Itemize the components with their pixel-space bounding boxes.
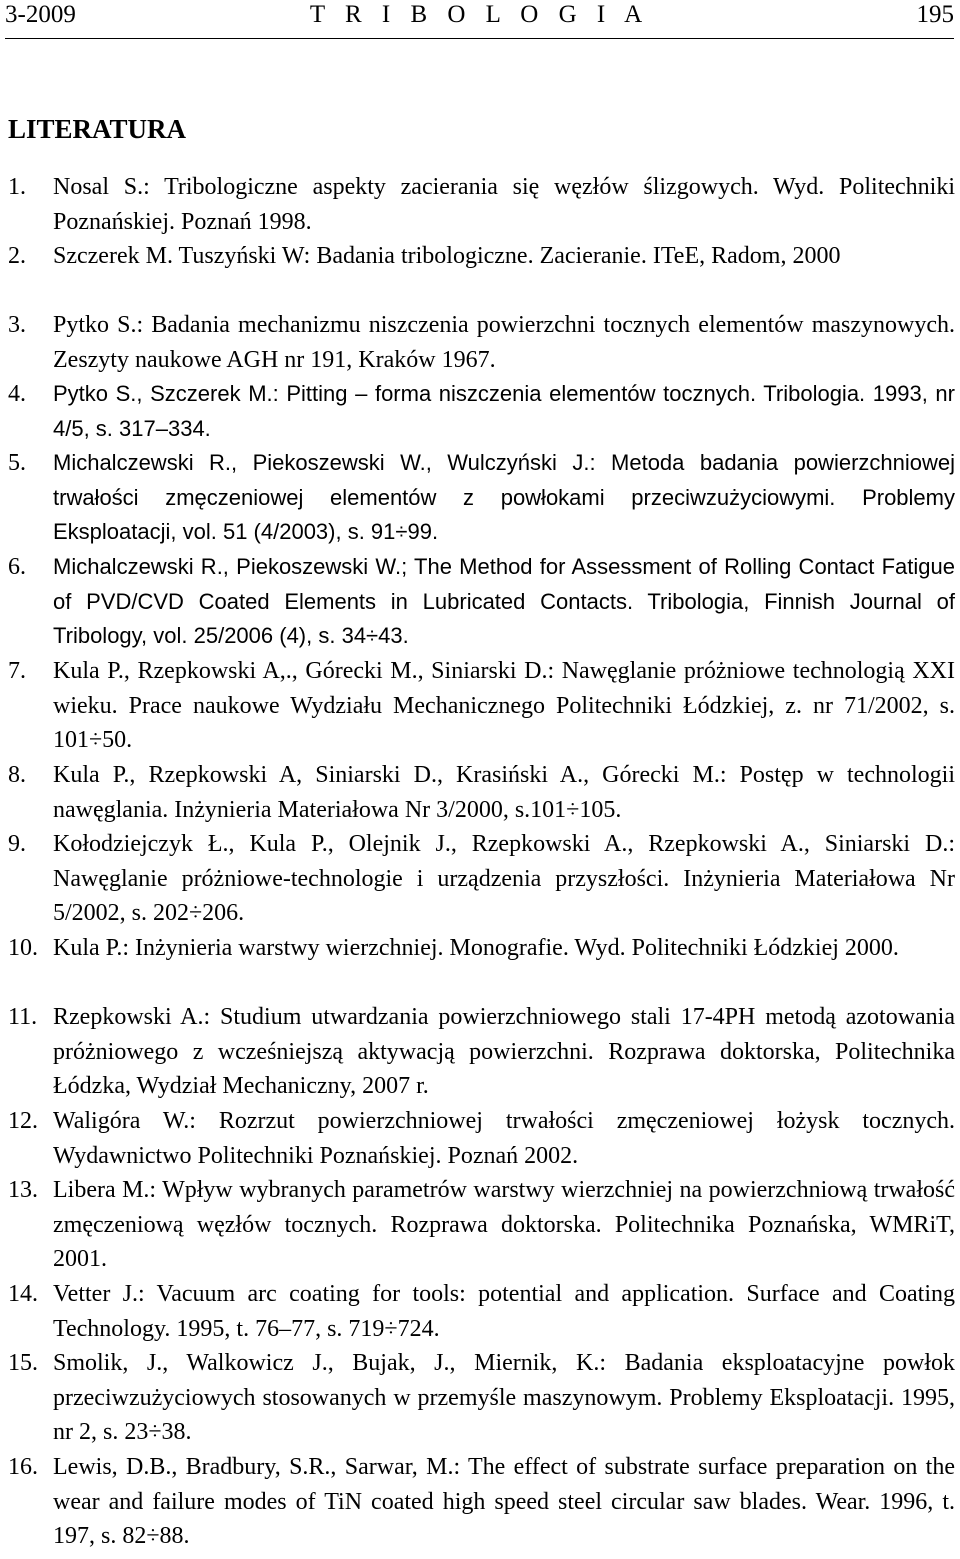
- reference-item: [8, 446, 955, 550]
- reference-item: [8, 377, 955, 446]
- reference-text: Smolik, J., Walkowicz J., Bujak, J., Miernik, K.: Badania eksploatacyjne powłok przeciwzużyciowych stosowanych w przemyśle maszynowym. Problemy Eksploatacji. 1995, nr 2, s. 23÷38.: [53, 1350, 955, 1445]
- running-header: [5, 0, 954, 39]
- reference-text: Szczerek M. Tuszyński W: Badania tribologiczne. Zacieranie. ITeE, Radom, 2000: [53, 243, 841, 269]
- reference-number: 15.: [8, 1350, 38, 1376]
- reference-text: Kula P., Rzepkowski A, Siniarski D., Krasiński A., Górecki M.: Postęp w technologii nawęglania. Inżynieria Materiałowa Nr 3/2000, s.101÷105.: [53, 762, 955, 823]
- reference-item: [8, 654, 955, 758]
- journal-name: T R I B O L O G I A: [309, 1, 650, 28]
- reference-item: [8, 1173, 955, 1277]
- reference-text: Rzepkowski A.: Studium utwardzania powierzchniowego stali 17-4PH metodą azotowania próżniowego z wcześniejszą aktywacją powierzchni. Rozprawa doktorska, Politechnika Łódzka, Wydział Mechaniczny, 2007 r.: [53, 1004, 955, 1099]
- reference-number: 13.: [8, 1177, 38, 1203]
- reference-item: [8, 170, 955, 239]
- section-title: LITERATURA: [8, 114, 187, 144]
- reference-item: [8, 827, 955, 931]
- reference-number: 1.: [8, 174, 26, 200]
- reference-text: Libera M.: Wpływ wybranych parametrów warstwy wierzchniej na powierzchniową trwałość zmęczeniową węzłów tocznych. Rozprawa doktorska. Politechnika Poznańska, WMRiT, 2001.: [53, 1177, 955, 1272]
- reference-number: 5.: [8, 450, 26, 476]
- reference-number: 12.: [8, 1108, 38, 1134]
- reference-item: [8, 931, 955, 966]
- reference-number: 2.: [8, 243, 26, 269]
- issue-number: 3-2009: [5, 1, 76, 28]
- reference-number: 14.: [8, 1281, 38, 1307]
- reference-text: Pytko S.: Badania mechanizmu niszczenia powierzchni tocznych elementów maszynowych. Zeszyty naukowe AGH nr 191, Kraków 1967.: [53, 312, 955, 373]
- reference-item: [8, 1277, 955, 1346]
- page-number: 195: [916, 1, 954, 28]
- reference-text: Waligóra W.: Rozrzut powierzchniowej trwałości zmęczeniowej łożysk tocznych. Wydawnictwo Politechniki Poznańskiej. Poznań 2002.: [53, 1108, 955, 1169]
- reference-item: [8, 1000, 955, 1104]
- reference-number: 10.: [8, 935, 38, 961]
- reference-text: Nosal S.: Tribologiczne aspekty zacierania się węzłów ślizgowych. Wyd. Politechniki Poznańskiej. Poznań 1998.: [53, 174, 955, 235]
- reference-item: [8, 239, 955, 274]
- reference-number: 11.: [8, 1004, 38, 1030]
- reference-text: Lewis, D.B., Bradbury, S.R., Sarwar, M.: The effect of substrate surface preparation on the wear and failure modes of TiN coated high speed steel circular saw blades. Wear. 1996, t. 197, s. 82÷88.: [53, 1454, 955, 1549]
- reference-number: 8.: [8, 762, 26, 788]
- reference-text: Michalczewski R., Piekoszewski W., Wulczyński J.: Metoda badania powierzchniowej trwałości zmęczeniowej elementów z powłokami przeciwzużyciowymi. Problemy Eksploatacji, vol. 51 (4/2003), s. 91÷99.: [53, 450, 955, 544]
- reference-item: [8, 1450, 955, 1554]
- reference-number: 9.: [8, 831, 26, 857]
- reference-text: Kula P., Rzepkowski A,., Górecki M., Siniarski D.: Nawęglanie próżniowe technologią XXI wieku. Prace naukowe Wydziału Mechanicznego Politechniki Łódzkiej, z. nr 71/2002, s. 101÷50.: [53, 658, 955, 753]
- reference-item: [8, 550, 955, 654]
- reference-text: Kula P.: Inżynieria warstwy wierzchniej. Monografie. Wyd. Politechniki Łódzkiej 2000.: [53, 935, 899, 961]
- reference-text: Kołodziejczyk Ł., Kula P., Olejnik J., Rzepkowski A., Rzepkowski A., Siniarski D.: Nawęglanie próżniowe-technologie i urządzenia przyszłości. Inżynieria Materiałowa Nr 5/2002, s. 202÷206.: [53, 831, 955, 926]
- reference-item: [8, 308, 955, 377]
- reference-text: Vetter J.: Vacuum arc coating for tools: potential and application. Surface and Coating Technology. 1995, t. 76–77, s. 719÷724.: [53, 1281, 955, 1342]
- reference-text: Pytko S., Szczerek M.: Pitting – forma niszczenia elementów tocznych. Tribologia. 1993, nr 4/5, s. 317–334.: [53, 381, 955, 441]
- reference-number: 3.: [8, 312, 26, 338]
- reference-item: [8, 758, 955, 827]
- reference-number: 6.: [8, 554, 26, 580]
- reference-text: Michalczewski R., Piekoszewski W.; The Method for Assessment of Rolling Contact Fatigue of PVD/CVD Coated Elements in Lubricated Contacts. Tribologia, Finnish Journal of Tribology, vol. 25/2006 (4), s. 34÷43.: [53, 554, 955, 648]
- reference-number: 4.: [8, 381, 26, 407]
- reference-item: [8, 1346, 955, 1450]
- reference-number: 7.: [8, 658, 26, 684]
- reference-item: [8, 1104, 955, 1173]
- reference-number: 16.: [8, 1454, 38, 1480]
